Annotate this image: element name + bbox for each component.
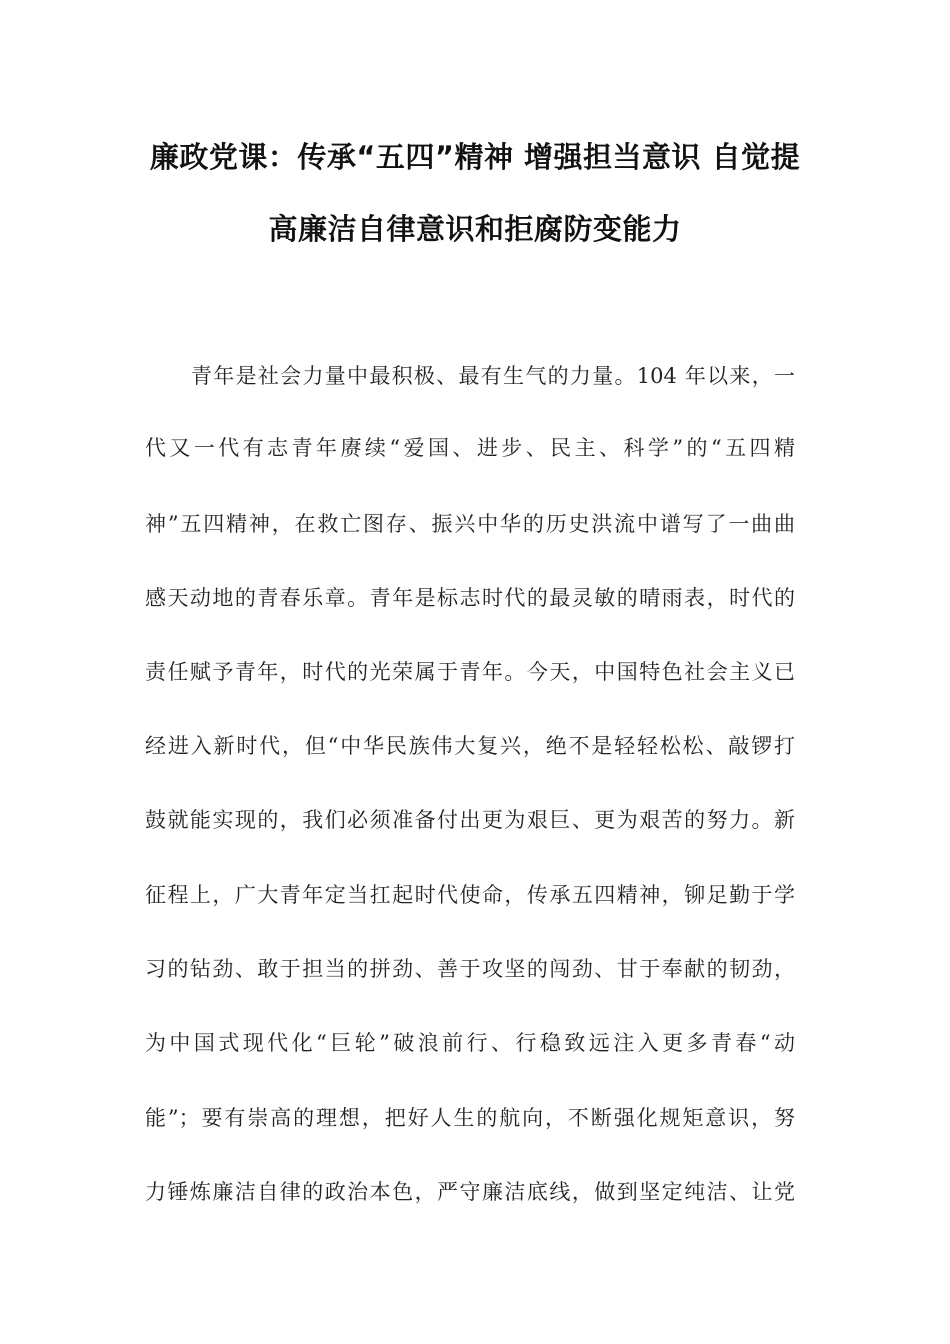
body-line-6: 经进入新时代，但“中华民族伟大复兴，绝不是轻轻松松、敲锣打 [145, 734, 795, 758]
body-line-5: 责任赋予青年，时代的光荣属于青年。今天，中国特色社会主义已 [145, 660, 795, 684]
document-title-line-2: 高廉洁自律意识和拒腐防变能力 [268, 212, 682, 246]
body-line-1: 青年是社会力量中最积极、最有生气的力量。104 年以来，一 [191, 364, 795, 388]
body-line-2: 代又一代有志青年赓续“爱国、进步、民主、科学”的“五四精 [145, 436, 795, 460]
body-line-8: 征程上，广大青年定当扛起时代使命，传承五四精神，铆足勤于学 [145, 883, 795, 907]
body-line-9: 习的钻劲、敢于担当的拼劲、善于攻坚的闯劲、甘于奉献的韧劲， [145, 957, 795, 981]
body-line-3: 神”五四精神，在救亡图存、振兴中华的历史洪流中谱写了一曲曲 [145, 512, 795, 536]
body-line-7: 鼓就能实现的，我们必须准备付出更为艰巨、更为艰苦的努力。新 [145, 808, 795, 832]
body-line-10: 为中国式现代化“巨轮”破浪前行、行稳致远注入更多青春“动 [145, 1031, 795, 1055]
body-line-11: 能”；要有崇高的理想，把好人生的航向，不断强化规矩意识，努 [145, 1106, 795, 1130]
document-title-line-1: 廉政党课：传承“五四”精神 增强担当意识 自觉提 [149, 140, 801, 174]
body-line-12: 力锤炼廉洁自律的政治本色，严守廉洁底线，做到坚定纯洁、让党 [145, 1180, 795, 1204]
body-line-4: 感天动地的青春乐章。青年是标志时代的最灵敏的晴雨表，时代的 [145, 586, 795, 610]
